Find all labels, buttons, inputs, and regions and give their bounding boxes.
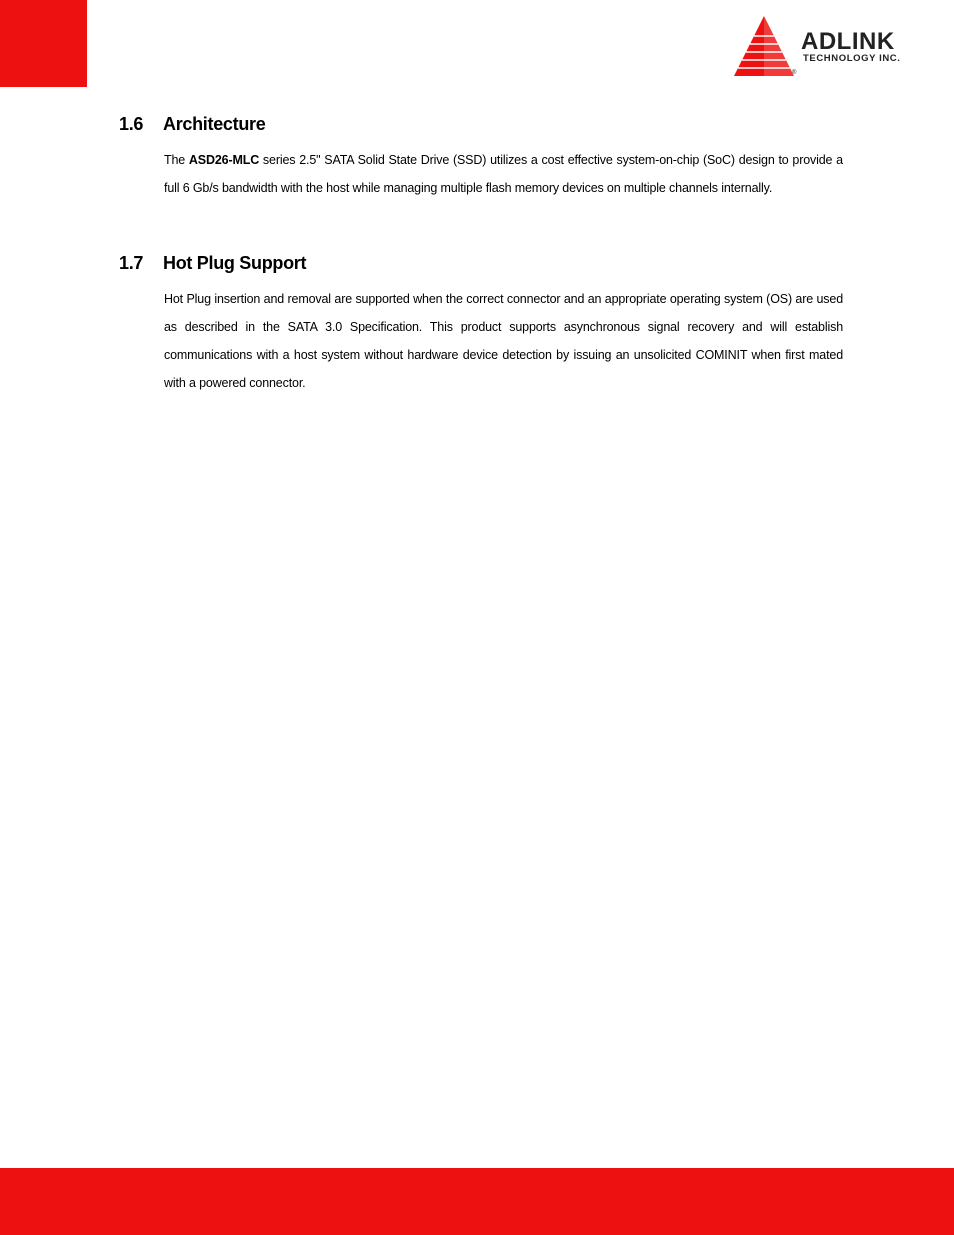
architecture-paragraph	[164, 146, 843, 202]
footer-bar	[0, 1168, 954, 1235]
section-title: Hot Plug Support	[163, 253, 307, 273]
section-number: 1.7	[119, 253, 144, 273]
section-heading-architecture	[119, 113, 265, 135]
section-title: Architecture	[163, 114, 266, 134]
adlink-logo	[732, 14, 938, 80]
logo-wordmark: ADLINK	[801, 28, 895, 55]
paragraph-text: The	[164, 153, 189, 167]
hot-plug-paragraph: Hot Plug insertion and removal are supported when the correct connector and an appropriate operating system (OS) are used as described in the SATA 3.0 Specification. This product supports asynchronous signal recovery and will establish communications with a host system without hardware device detection by issuing an unsolicited COMINIT when first mated with a powered connector.	[164, 292, 843, 390]
section-heading-hot-plug-support	[119, 252, 306, 274]
logo-tagline: TECHNOLOGY INC.	[803, 53, 901, 64]
adlink-logo-graphic	[732, 14, 938, 80]
registered-mark-icon: ®	[792, 70, 797, 76]
section-number: 1.6	[119, 114, 144, 134]
paragraph-text: series 2.5" SATA Solid State Drive (SSD) utilizes a cost effective system-on-chip (SoC) design to provide a full 6 Gb/s bandwidth with the host while managing multiple flash memory devices on multiple channels internally.	[164, 153, 843, 195]
product-name: ASD26-MLC	[188, 153, 260, 167]
header-corner-block	[0, 0, 87, 87]
adlink-triangle-logo-icon	[734, 16, 794, 76]
